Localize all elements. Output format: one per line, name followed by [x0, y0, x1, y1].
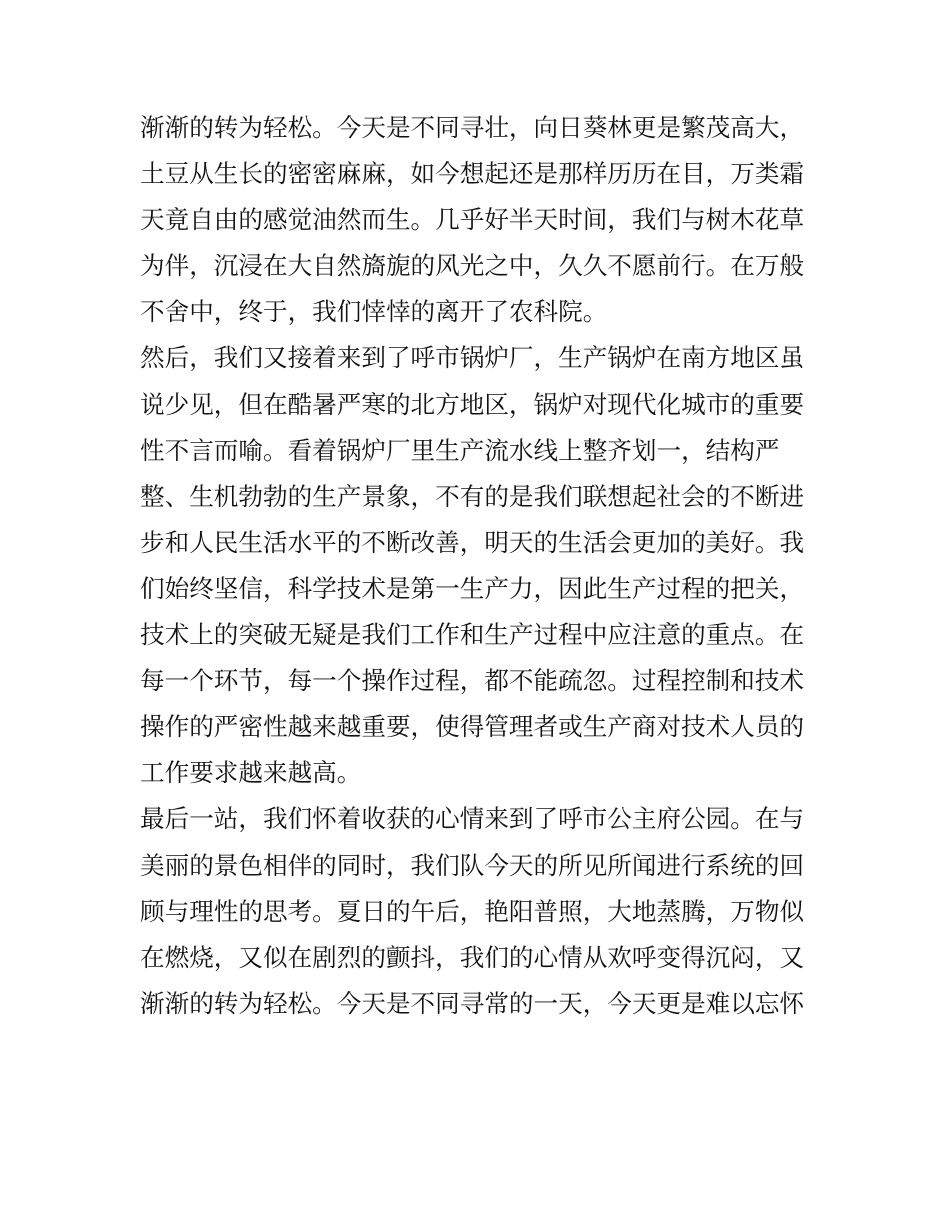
text-line: 性不言而喻。看着锅炉厂里生产流水线上整齐划一，结构严: [140, 435, 780, 465]
text-line: 然后，我们又接着来到了呼市锅炉厂，生产锅炉在南方地区虽: [140, 343, 805, 373]
text-line: 渐渐的转为轻松。今天是不同寻常的一天，今天更是难以忘怀: [140, 988, 805, 1018]
text-line: 每一个环节，每一个操作过程，都不能疏忽。过程控制和技术: [140, 666, 805, 696]
text-line: 土豆从生长的密密麻麻，如今想起还是那样历历在目，万类霜: [140, 159, 805, 189]
text-line: 们始终坚信，科学技术是第一生产力，因此生产过程的把关，: [140, 573, 805, 603]
text-line: 渐渐的转为轻松。今天是不同寻壮，向日葵林更是繁茂高大，: [140, 113, 805, 142]
text-line: 不舍中，终于，我们悻悻的离开了农科院。: [140, 297, 608, 327]
text-line: 技术上的突破无疑是我们工作和生产过程中应注意的重点。在: [140, 620, 805, 650]
text-line: 操作的严密性越来越重要，使得管理者或生产商对技术人员的: [140, 712, 805, 742]
text-line: 说少见，但在酷暑严寒的北方地区，锅炉对现代化城市的重要: [140, 389, 805, 419]
text-line: 在燃烧，又似在剧烈的颤抖，我们的心情从欢呼变得沉闷，又: [140, 942, 805, 972]
text-line: 为伴，沉浸在大自然旖旎的风光之中，久久不愿前行。在万般: [140, 251, 805, 281]
text-line: 工作要求越来越高。: [140, 758, 362, 788]
text-line: 顾与理性的思考。夏日的午后，艳阳普照，大地蒸腾，万物似: [140, 896, 805, 926]
text-line: 步和人民生活水平的不断改善，明天的生活会更加的美好。我: [140, 527, 805, 557]
text-line: 最后一站，我们怀着收获的心情来到了呼市公主府公园。在与: [140, 804, 805, 834]
text-line: 美丽的景色相伴的同时，我们队今天的所见所闻进行系统的回: [140, 850, 805, 880]
text-line: 整、生机勃勃的生产景象，不有的是我们联想起社会的不断进: [140, 481, 805, 511]
text-line: 天竟自由的感觉油然而生。几乎好半天时间，我们与树木花草: [140, 205, 805, 235]
body-text: [140, 105, 820, 1027]
